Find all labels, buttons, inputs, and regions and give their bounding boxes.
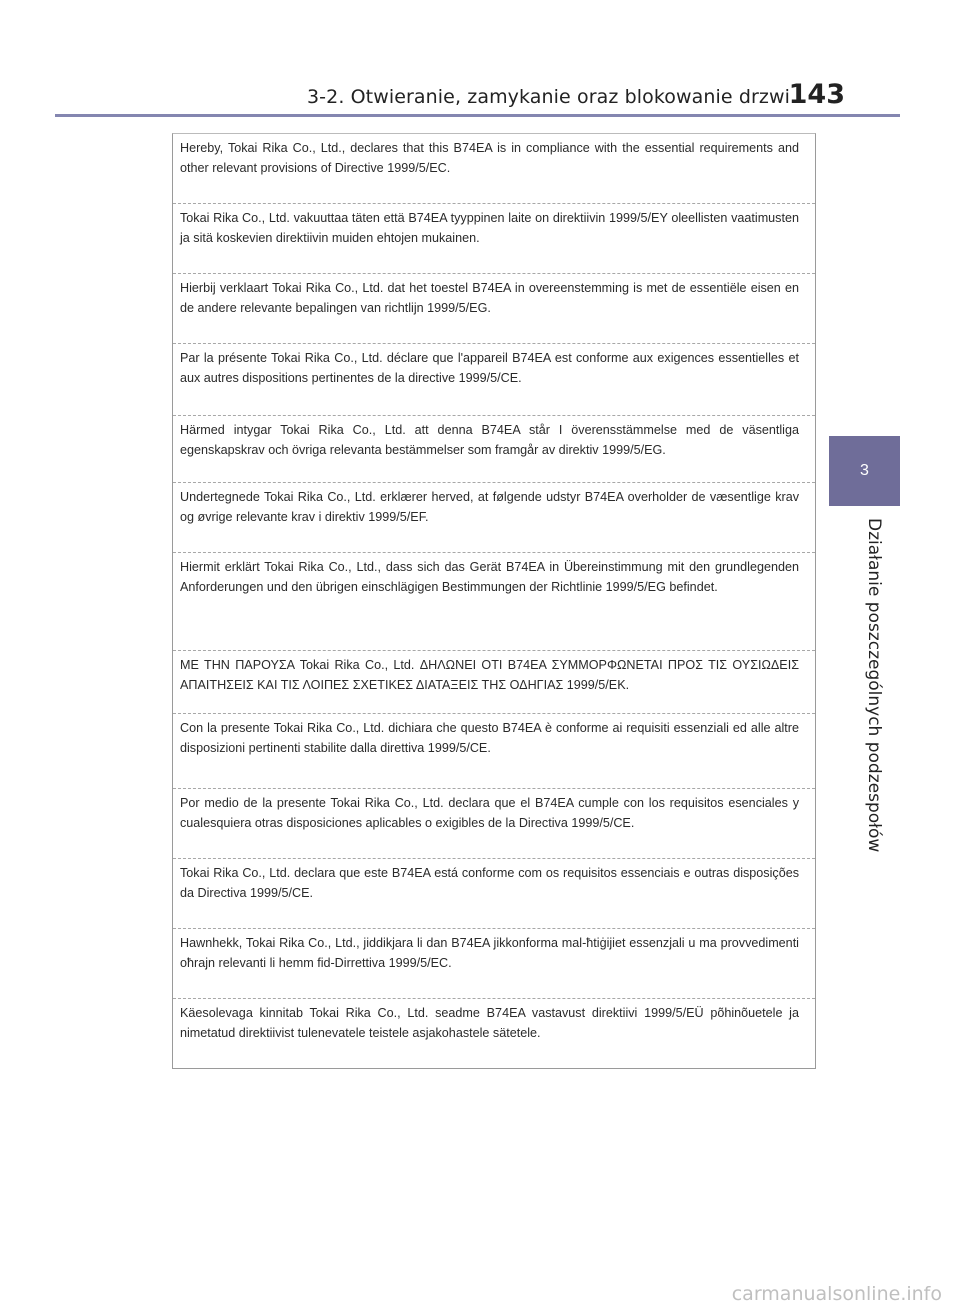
page-number: 143: [788, 79, 845, 110]
declaration-en: Hereby, Tokai Rika Co., Ltd., declares that this B74EA is in compliance with the essential requirements and other relevant provisions of Directive 1999/5/EC.: [173, 134, 815, 204]
declaration-mt: Hawnhekk, Tokai Rika Co., Ltd., jiddikjara li dan B74EA jikkonforma mal-ħtiġijiet essenzjali u ma provvedimenti oħrajn relevanti li hemm fid-Dirrettiva 1999/5/EC.: [173, 929, 815, 999]
chapter-tab[interactable]: [829, 436, 900, 506]
declaration-de: Hiermit erklärt Tokai Rika Co., Ltd., dass sich das Gerät B74EA in Übereinstimmung mit den grundlegenden Anforderungen und den übrigen einschlägigen Bestimmungen der Richtlinie 1999/5/EG befindet.: [173, 553, 815, 651]
declaration-pt: Tokai Rika Co., Ltd. declara que este B74EA está conforme com os requisitos essenciais e outras disposições da Directiva 1999/5/CE.: [173, 859, 815, 929]
section-title: 3-2. Otwieranie, zamykanie oraz blokowanie drzwi: [306, 86, 790, 108]
page-header: [55, 80, 900, 117]
declaration-it: Con la presente Tokai Rika Co., Ltd. dichiara che questo B74EA è conforme ai requisiti essenziali ed alle altre disposizioni pertinenti stabilite dalla direttiva 1999/5/CE.: [173, 714, 815, 789]
declaration-fi: Tokai Rika Co., Ltd. vakuuttaa täten että B74EA tyyppinen laite on direktiivin 1999/5/EY oleellisten vaatimusten ja sitä koskevien direktiivin muiden ehtojen mukainen.: [173, 204, 815, 274]
declaration-et: Käesolevaga kinnitab Tokai Rika Co., Ltd. seadme B74EA vastavust direktiivi 1999/5/EÜ põhinõuetele ja nimetatud direktiivist tulenevatele teistele asjakohastele sätetele.: [180, 1006, 799, 1040]
declaration-da: Undertegnede Tokai Rika Co., Ltd. erklærer herved, at følgende udstyr B74EA overholder de væsentlige krav og øvrige relevante krav i direktiv 1999/5/EF.: [173, 483, 815, 553]
declaration-sv: Härmed intygar Tokai Rika Co., Ltd. att denna B74EA står I överensstämmelse med de väsentliga egenskapskrav och övriga relevanta bestämmelser som framgår av direktiv 1999/5/EG.: [173, 416, 815, 483]
chapter-label: Działanie poszczególnych podzespołów: [864, 518, 884, 853]
watermark-text: carmanualsonline.info: [731, 1283, 942, 1305]
declaration-fr: Par la présente Tokai Rika Co., Ltd. déclare que l'appareil B74EA est conforme aux exigences essentielles et aux autres dispositions pertinentes de la directive 1999/5/CE.: [173, 344, 815, 416]
declarations-box: [172, 133, 816, 1069]
declaration-el: ΜΕ ΤΗΝ ΠΑΡΟΥΣΑ Tokai Rika Co., Ltd. ΔΗΛΩΝΕΙ ΟΤΙ B74EA ΣΥΜΜΟΡΦΩΝΕΤΑΙ ΠΡΟΣ ΤΙΣ ΟΥΣΙΩΔΕΙΣ ΑΠΑΙΤΗΣΕΙΣ ΚΑΙ ΤΙΣ ΛΟΙΠΕΣ ΣΧΕΤΙΚΕΣ ΔΙΑΤΑΞΕΙΣ ΤΗΣ ΟΔΗΓΙΑΣ 1999/5/ΕΚ.: [173, 651, 815, 714]
declaration-nl: Hierbij verklaart Tokai Rika Co., Ltd. dat het toestel B74EA in overeenstemming is met de essentiële eisen en de andere relevante bepalingen van richtlijn 1999/5/EG.: [173, 274, 815, 344]
declaration-es: Por medio de la presente Tokai Rika Co., Ltd. declara que el B74EA cumple con los requisitos esenciales y cualesquiera otras disposiciones aplicables o exigibles de la Directiva 1999/5/CE.: [173, 789, 815, 859]
chapter-number: 3: [860, 462, 869, 479]
